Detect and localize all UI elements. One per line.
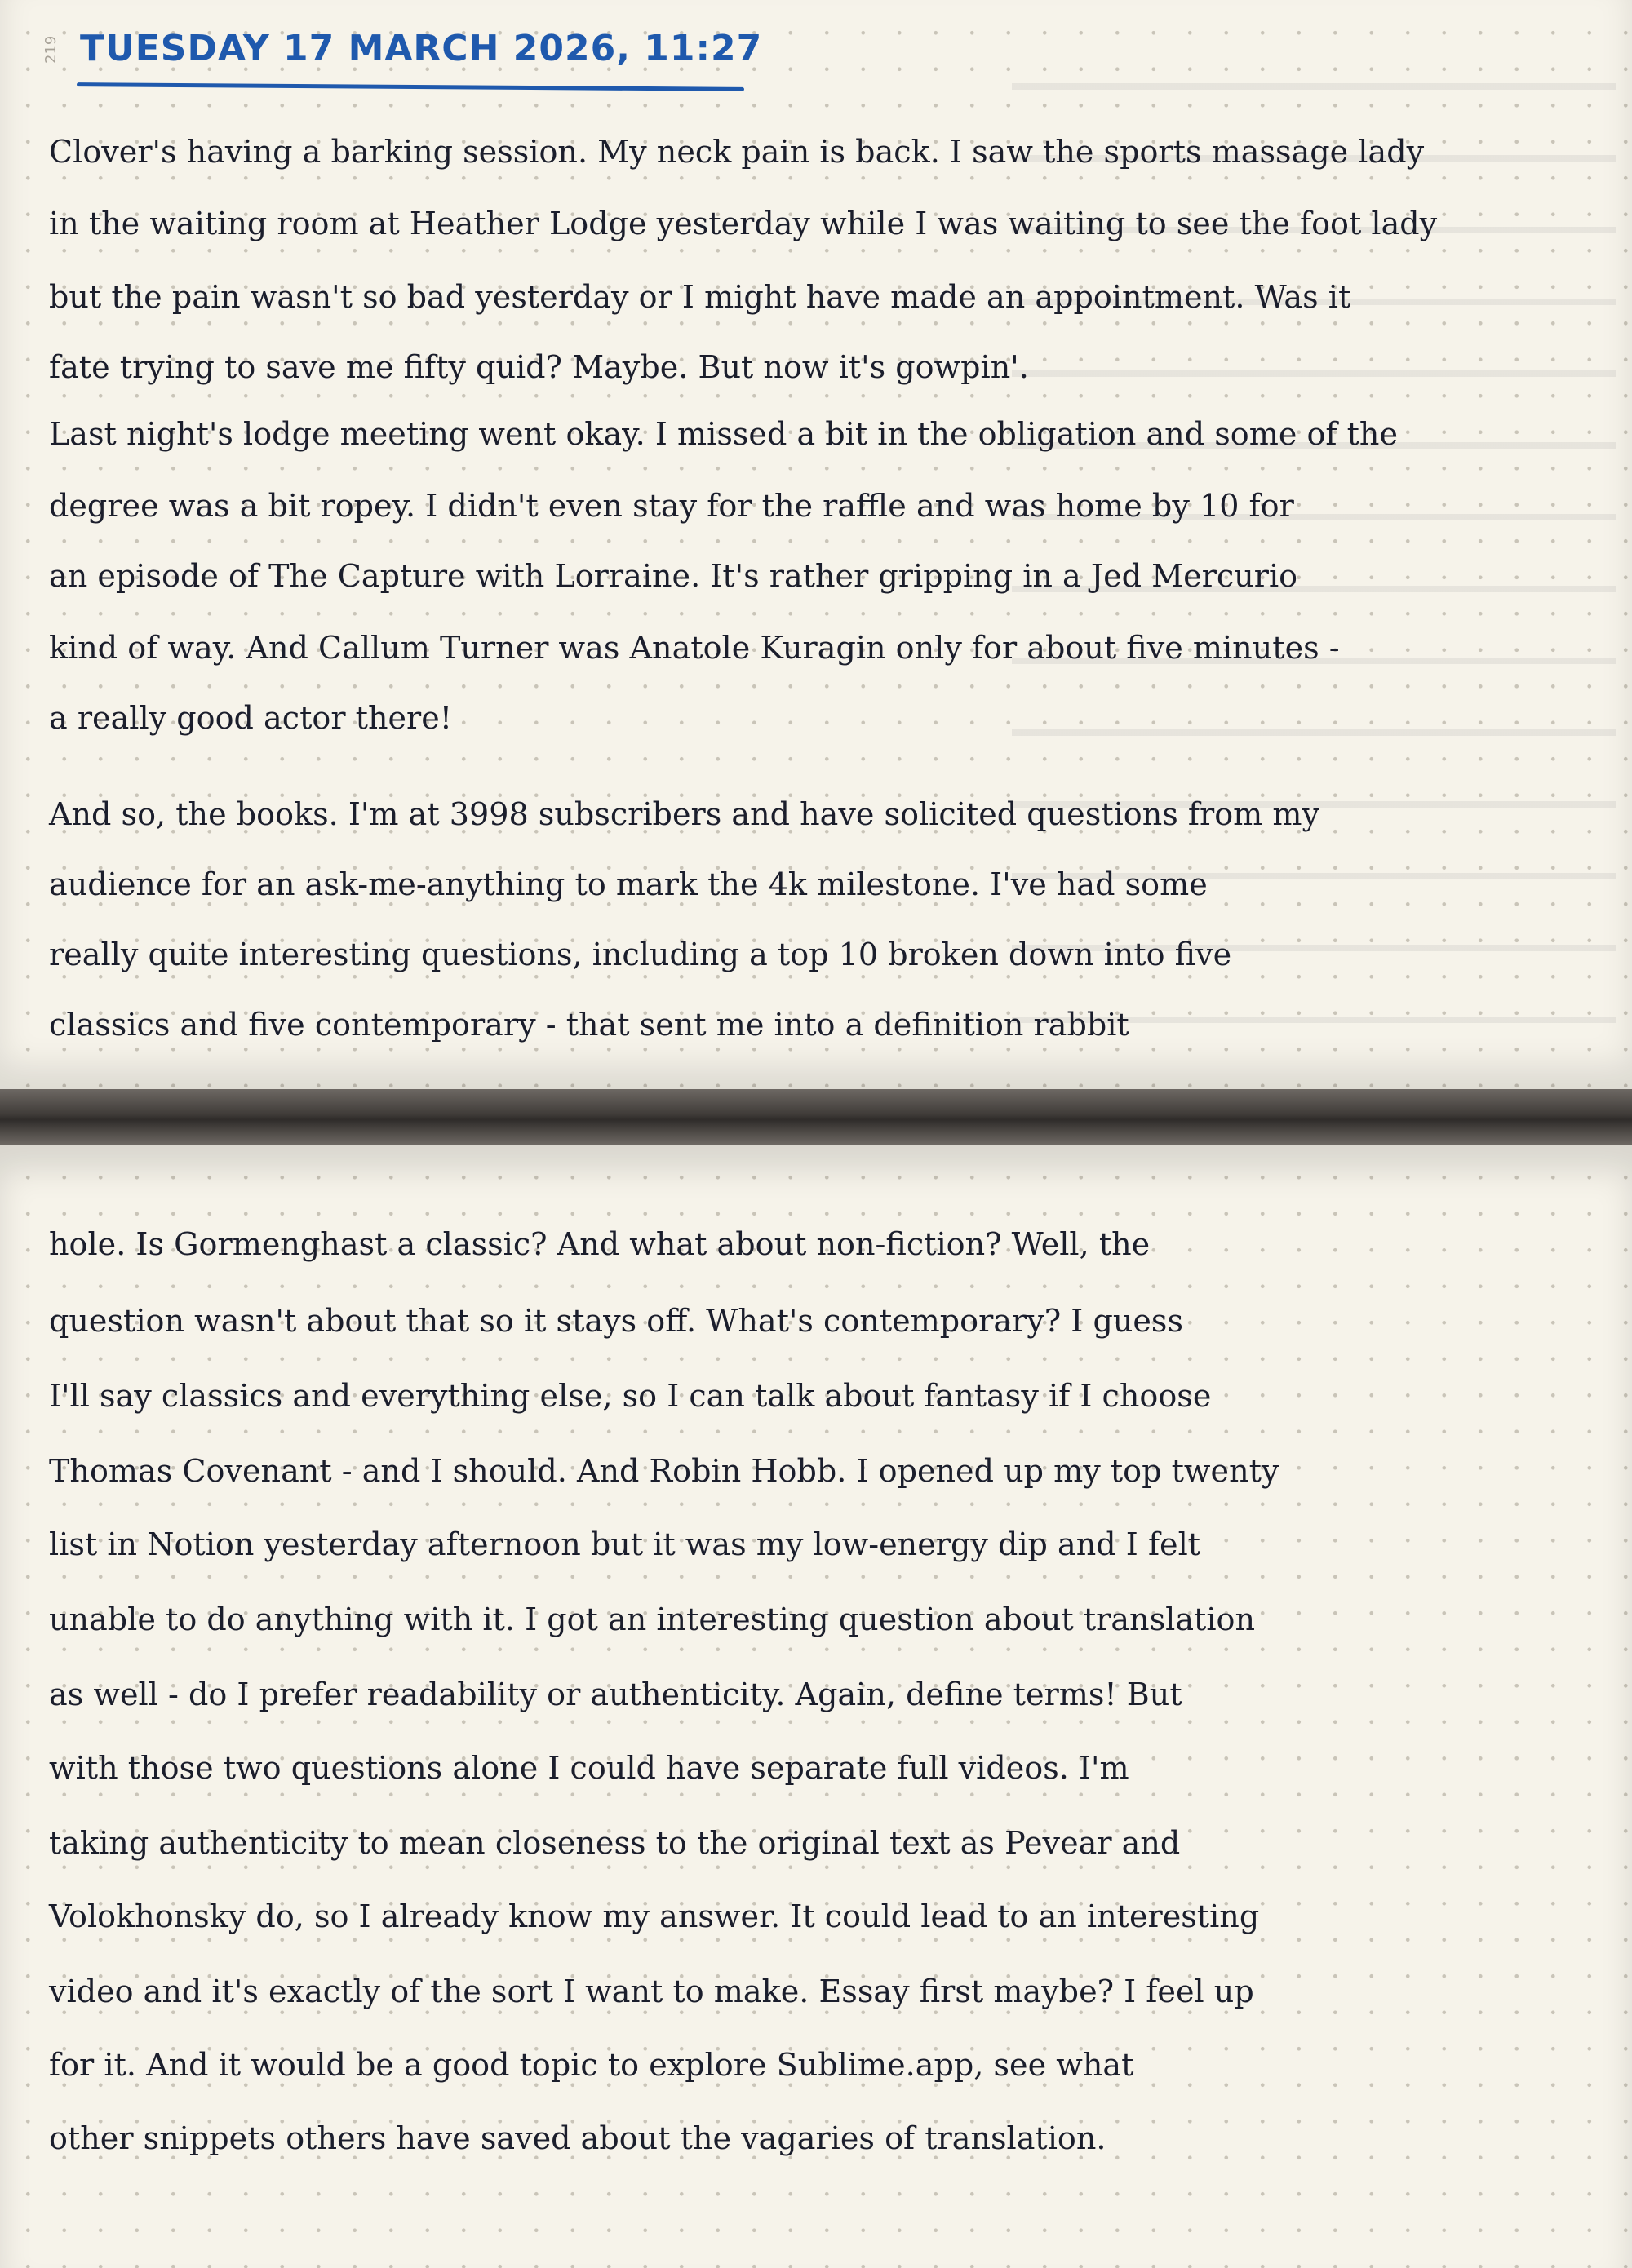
journal-line: Thomas Covenant - and I should. And Robin Hobb. I opened up my top twenty: [49, 1453, 1279, 1490]
notebook-page-top: [0, 0, 1632, 1089]
journal-line: Clover's having a barking session. My neck pain is back. I saw the sports massage lady: [49, 134, 1425, 171]
journal-line: video and it's exactly of the sort I want to make. Essay first maybe? I feel up: [49, 1973, 1254, 2010]
journal-line: degree was a bit ropey. I didn't even stay for the raffle and was home by 10 for: [49, 488, 1294, 525]
journal-line: kind of way. And Callum Turner was Anatole Kuragin only for about five minutes -: [49, 630, 1340, 667]
page-number: 219: [42, 35, 60, 64]
journal-line: hole. Is Gormenghast a classic? And what about non-fiction? Well, the: [49, 1226, 1151, 1263]
journal-line: for it. And it would be a good topic to explore Sublime.app, see what: [49, 2047, 1134, 2084]
journal-line: other snippets others have saved about the vagaries of translation.: [49, 2120, 1106, 2157]
journal-line: but the pain wasn't so bad yesterday or I might have made an appointment. Was it: [49, 279, 1351, 316]
journal-line: classics and five contemporary - that sent me into a definition rabbit: [49, 1007, 1129, 1043]
journal-line: in the waiting room at Heather Lodge yesterday while I was waiting to see the foot lady: [49, 206, 1438, 242]
date-heading: TUESDAY 17 MARCH 2026, 11:27: [80, 28, 763, 69]
date-underline: [77, 82, 744, 91]
notebook-page-bottom: [0, 1145, 1632, 2268]
journal-line: Last night's lodge meeting went okay. I missed a bit in the obligation and some of the: [49, 416, 1399, 453]
journal-line: a really good actor there!: [49, 700, 453, 737]
page-gutter: [0, 1089, 1632, 1145]
journal-line: fate trying to save me fifty quid? Maybe. But now it's gowpin'.: [49, 349, 1029, 386]
journal-line: an episode of The Capture with Lorraine. It's rather gripping in a Jed Mercurio: [49, 558, 1298, 595]
journal-line: with those two questions alone I could have separate full videos. I'm: [49, 1750, 1129, 1787]
journal-line: as well - do I prefer readability or authenticity. Again, define terms! But: [49, 1677, 1182, 1713]
journal-line: taking authenticity to mean closeness to the original text as Pevear and: [49, 1825, 1181, 1862]
journal-line: audience for an ask-me-anything to mark the 4k milestone. I've had some: [49, 866, 1208, 903]
journal-line: Volokhonsky do, so I already know my answer. It could lead to an interesting: [49, 1898, 1260, 1935]
journal-line: list in Notion yesterday afternoon but it was my low-energy dip and I felt: [49, 1526, 1201, 1563]
journal-line: I'll say classics and everything else, so I can talk about fantasy if I choose: [49, 1378, 1212, 1415]
journal-line: unable to do anything with it. I got an interesting question about translation: [49, 1601, 1256, 1638]
journal-line: question wasn't about that so it stays off. What's contemporary? I guess: [49, 1303, 1184, 1340]
journal-line: And so, the books. I'm at 3998 subscribers and have solicited questions from my: [49, 796, 1320, 833]
journal-line: really quite interesting questions, including a top 10 broken down into five: [49, 937, 1232, 973]
